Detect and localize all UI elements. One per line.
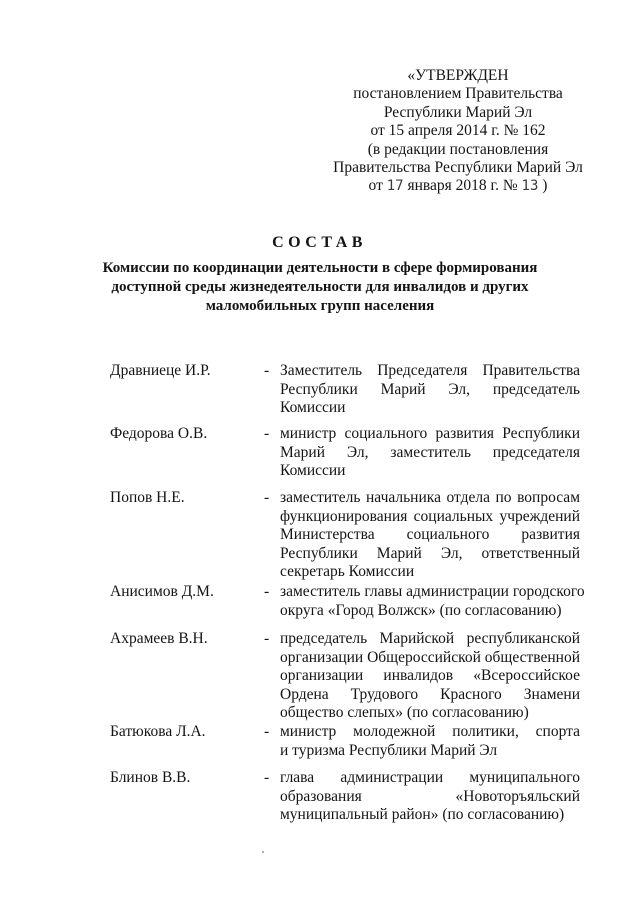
member-dash: - [264, 630, 270, 647]
member-role-line: глава администрации муниципального [280, 769, 580, 786]
approval-block [320, 67, 596, 196]
subtitle-line: доступной среды жизнедеятельности для инвалидов и других [111, 279, 529, 295]
member-dash: - [264, 583, 270, 600]
member-role-line: Республики Марий Эл, ответственный [280, 544, 580, 562]
member-role-line: Марий Эл, заместитель председателя [280, 443, 580, 461]
member-role-line: Министерства социального развития [280, 526, 580, 544]
member-role-line: Ордена Трудового Красного Знамени [280, 685, 580, 703]
member-role [280, 630, 580, 723]
member-name: Попов Н.Е. [110, 489, 185, 506]
member-name: Ахрамеев В.Н. [110, 630, 208, 647]
member-role-line: заместитель главы администрации городского [280, 583, 585, 600]
member-role [280, 489, 580, 582]
member-name: Федорова О.В. [110, 425, 208, 442]
member-role [280, 769, 580, 825]
member-dash: - [264, 362, 270, 379]
member-role-line: муниципальный район» (по согласованию) [280, 806, 565, 824]
member-role [280, 723, 580, 760]
subtitle-line: маломобильных групп населения [205, 298, 435, 314]
member-dash: - [264, 769, 270, 786]
approval-line: (в редакции постановления [367, 140, 549, 158]
member-role-line: округа «Город Волжск» (по согласованию) [280, 601, 562, 619]
member-role-line: функционирования социальных учреждений [280, 507, 580, 525]
member-role [280, 362, 580, 418]
approval-line: от 15 апреля 2014 г. № 162 [370, 122, 546, 140]
approval-date-prefix: от [368, 177, 383, 195]
member-name: Анисимов Д.М. [110, 583, 214, 600]
approval-date-middle: января 2018 г. № [407, 177, 518, 195]
member-role [280, 583, 585, 620]
member-dash: - [264, 489, 270, 506]
member-role-line: заместитель начальника отдела по вопросам [280, 489, 580, 506]
approval-number: 13 [521, 178, 539, 195]
member-name: Батюкова Л.А. [110, 723, 206, 740]
member-role [280, 425, 580, 481]
member-role-line: Республики Марий Эл, председатель [280, 380, 580, 398]
approval-line: Правительства Республики Марий Эл [333, 159, 583, 177]
member-dash: - [264, 425, 270, 442]
document-title: СОСТАВ [272, 234, 367, 251]
member-name: Дравниеце И.Р. [110, 362, 211, 379]
member-dash: - [264, 723, 270, 740]
member-role-line: секретарь Комиссии [280, 563, 415, 581]
approval-line: «УТВЕРЖДЕН [407, 67, 509, 84]
member-role-line: образования «Новоторъяльский [280, 787, 580, 805]
member-role-line: и туризма Республики Марий Эл [280, 741, 498, 759]
member-role-line: Заместитель Председателя Правительства [280, 362, 580, 379]
member-role-line: министр молодежной политики, спорта [280, 723, 580, 740]
member-role-line: министр социального развития Республики [280, 425, 580, 442]
document-subtitle [95, 259, 545, 316]
approval-date-suffix: ) [542, 177, 548, 195]
member-role-line: организации инвалидов «Всероссийское [280, 667, 580, 685]
member-role-line: председатель Марийской республиканской [280, 630, 580, 647]
approval-line: Республики Марий Эл [383, 103, 533, 121]
member-role-line: Комиссии [280, 462, 346, 480]
scan-speck [262, 851, 264, 853]
member-role-line: общество слепых» (по согласованию) [280, 704, 529, 722]
subtitle-line: Комиссии по координации деятельности в сфере формирования [102, 260, 538, 276]
approval-date-line [320, 177, 596, 195]
approval-line: постановлением Правительства [353, 85, 563, 103]
member-name: Блинов В.В. [110, 769, 191, 786]
approval-date-day: 17 [386, 178, 404, 195]
member-role-line: организации Общероссийской общественной [280, 648, 580, 666]
member-role-line: Комиссии [280, 399, 346, 417]
